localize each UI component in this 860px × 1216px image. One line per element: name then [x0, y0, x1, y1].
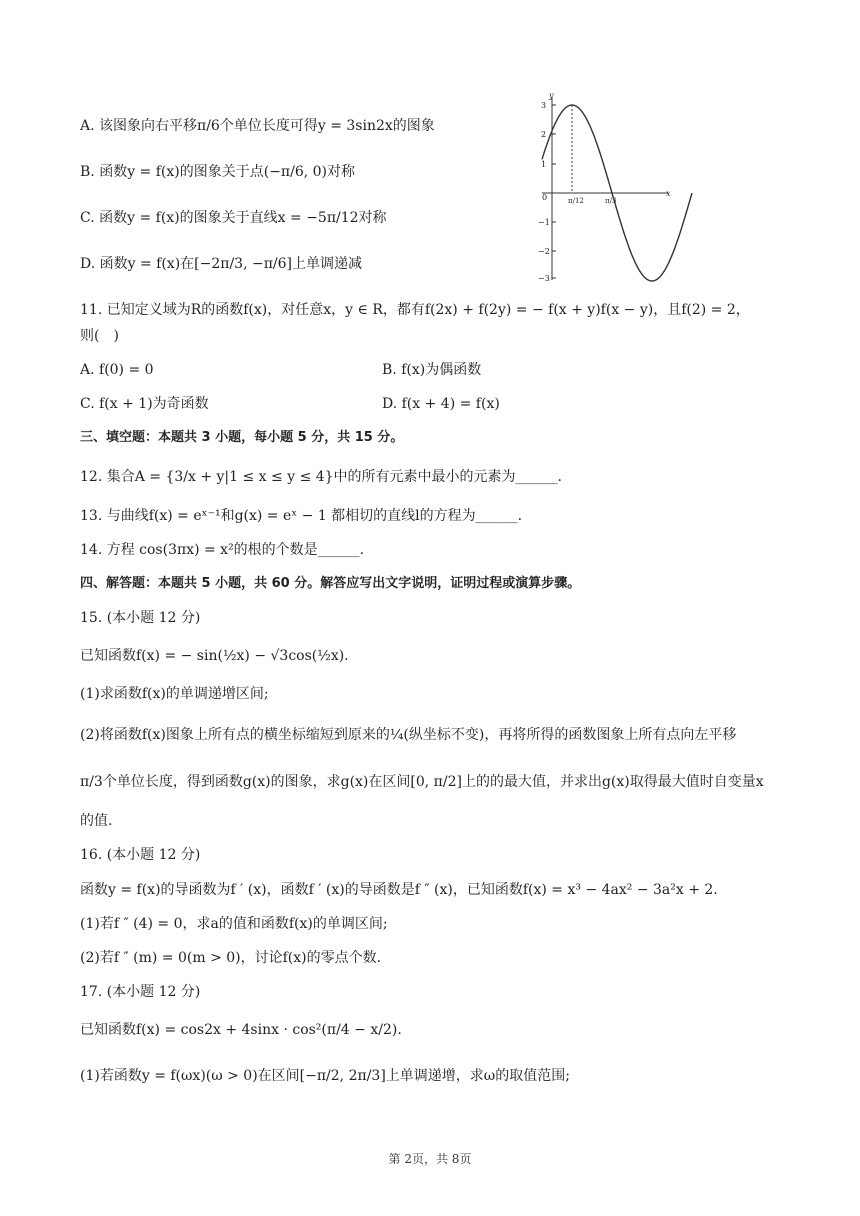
q16-part1: (1)若f ″ (4) = 0，求a的值和函数f(x)的单调区间; — [80, 916, 388, 932]
q17-heading: 17. (本小题 12 分) — [80, 984, 201, 1000]
q13: 13. 与曲线f(x) = eˣ⁻¹和g(x) = eˣ − 1 都相切的直线l的方程为______. — [80, 508, 523, 524]
q15-part2-line3: 的值. — [80, 813, 113, 829]
y-tick-neg2: −2 — [538, 247, 550, 256]
y-tick-3: 3 — [541, 101, 547, 110]
q15-heading: 15. (本小题 12 分) — [80, 610, 201, 626]
q10-option-a: A. 该图象向右平移π/6个单位长度可得y = 3sin2x的图象 — [80, 118, 435, 134]
section-fill-in-heading: 三、填空题：本题共 3 小题，每小题 5 分，共 15 分。 — [80, 430, 404, 445]
q11-stem-cont: 则( ) — [80, 328, 119, 344]
q16-part2: (2)若f ″ (m) = 0(m > 0)，讨论f(x)的零点个数. — [80, 950, 382, 966]
q16-stem: 函数y = f(x)的导函数为f ′ (x)，函数f ′ (x)的导函数是f ″ (x)，已知函数f(x) = x³ − 4ax² − 3a²x + 2. — [80, 882, 718, 898]
origin-label: 0 — [542, 193, 548, 202]
q11-stem: 11. 已知定义域为R的函数f(x)，对任意x，y ∈ R，都有f(2x) + f(2y) = − f(x + y)f(x − y)，且f(2) = 2， — [80, 302, 750, 318]
q10-option-c: C. 函数y = f(x)的图象关于直线x = −5π/12对称 — [80, 210, 387, 226]
x-tick-pi-3: π/3 — [605, 197, 617, 205]
q15-part1: (1)求函数f(x)的单调递增区间; — [80, 686, 269, 702]
q17-stem: 已知函数f(x) = cos2x + 4sinx · cos²(π/4 − x/2). — [80, 1022, 402, 1038]
page-footer: 第 2页，共 8页 — [388, 1152, 472, 1166]
y-tick-neg1: −1 — [538, 218, 550, 227]
q10-option-d: D. 函数y = f(x)在[−2π/3, −π/6]上单调递减 — [80, 256, 363, 272]
q17-part1: (1)若函数y = f(ωx)(ω > 0)在区间[−π/2, 2π/3]上单调递增，求ω的取值范围; — [80, 1068, 570, 1084]
y-tick-2: 2 — [541, 130, 547, 139]
q16-heading: 16. (本小题 12 分) — [80, 847, 201, 863]
q12: 12. 集合A = {3/x + y|1 ≤ x ≤ y ≤ 4}中的所有元素中最小的元素为______. — [80, 469, 563, 485]
section-answer-heading: 四、解答题：本题共 5 小题，共 60 分。解答应写出文字说明，证明过程或演算步骤。 — [80, 576, 581, 591]
y-axis-label: y — [549, 92, 554, 100]
x-axis-label: x — [666, 189, 671, 198]
q15-stem: 已知函数f(x) = − sin(½x) − √3cos(½x). — [80, 648, 349, 664]
q15-part2-line1: (2)将函数f(x)图象上所有点的横坐标缩短到原来的¼(纵坐标不变)，再将所得的函数图象上所有点向左平移 — [80, 727, 737, 743]
q10-option-b: B. 函数y = f(x)的图象关于点(−π/6, 0)对称 — [80, 164, 356, 180]
q11-option-d: D. f(x + 4) = f(x) — [382, 396, 500, 412]
y-tick-neg3: −3 — [538, 274, 550, 283]
sine-graph — [538, 92, 700, 284]
y-tick-1: 1 — [541, 160, 547, 169]
q15-part2-line2: π/3个单位长度，得到函数g(x)的图象，求g(x)在区间[0, π/2]上的的最大值，并求出g(x)取得最大值时自变量x — [80, 774, 764, 790]
x-tick-pi-12: π/12 — [568, 197, 584, 205]
q11-option-b: B. f(x)为偶函数 — [382, 362, 482, 378]
q14: 14. 方程 cos(3πx) = x²的根的个数是______. — [80, 542, 365, 558]
q11-option-a: A. f(0) = 0 — [80, 362, 154, 378]
q11-option-c: C. f(x + 1)为奇函数 — [80, 396, 209, 412]
